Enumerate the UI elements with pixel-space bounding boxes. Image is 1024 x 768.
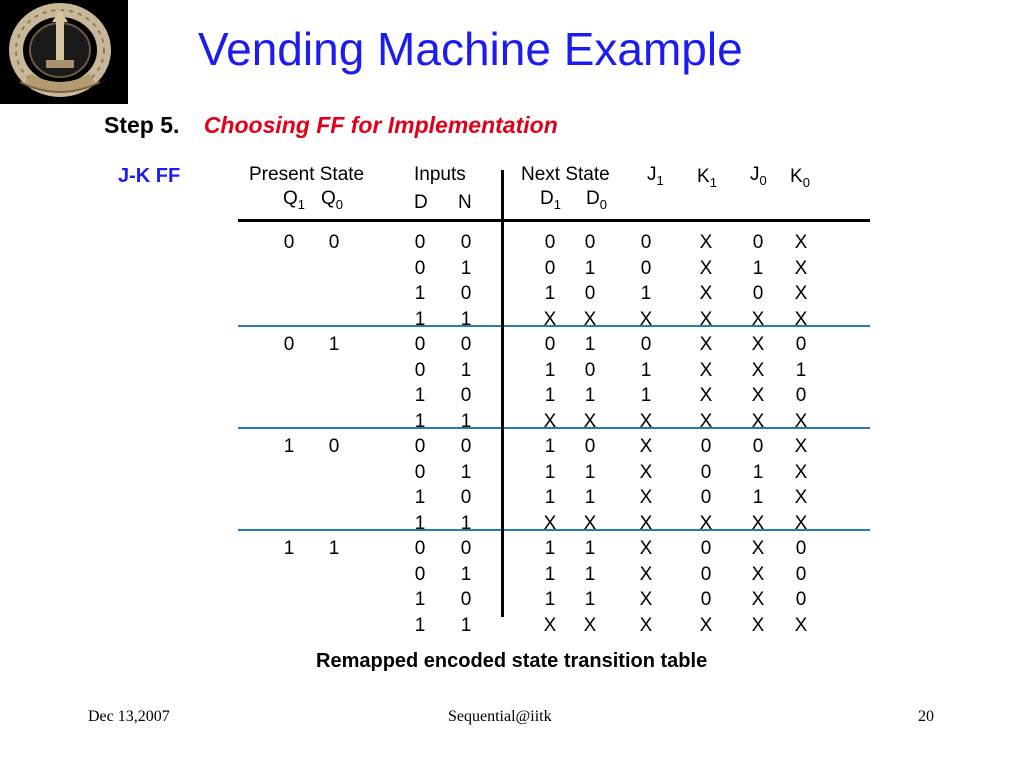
cell-k1: X	[699, 257, 713, 279]
cell-k0: X	[794, 512, 808, 534]
cell-k0: 0	[795, 385, 807, 406]
footer-center: Sequential@iitk	[448, 708, 552, 725]
cell-input-d: 0	[414, 359, 426, 381]
cell-j1: 1	[640, 283, 652, 304]
cell-j1: X	[639, 589, 653, 610]
table-caption: Remapped encoded state transition table	[316, 650, 708, 672]
cell-j0: X	[751, 563, 765, 585]
cell-input-d: 0	[414, 538, 426, 559]
cell-input-n: 1	[460, 461, 472, 483]
cell-j1: X	[639, 563, 653, 585]
cell-j0: X	[751, 359, 765, 381]
cell-input-n: 0	[460, 436, 472, 457]
cell-next-d1: 1	[544, 359, 556, 381]
cell-next-d1: 1	[544, 538, 556, 559]
cell-next-d1: X	[543, 308, 557, 330]
cell-next-d0: 0	[584, 359, 596, 381]
cell-k1: X	[699, 410, 713, 432]
cell-next-d1: 1	[544, 461, 556, 483]
cell-j0: X	[751, 334, 765, 355]
cell-input-n: 0	[460, 334, 472, 355]
cell-next-d0: 1	[584, 538, 596, 559]
cell-k1: X	[699, 359, 713, 381]
cell-next-d1: X	[543, 614, 557, 636]
cell-next-d1: 0	[544, 232, 556, 253]
cell-input-d: 1	[414, 385, 426, 406]
footer-page-number: 20	[918, 708, 934, 725]
cell-next-d1: 1	[544, 436, 556, 457]
cell-k0: 0	[795, 563, 807, 585]
cell-j0: X	[751, 614, 765, 636]
header-j1: $J_1$	[647, 164, 664, 188]
cell-k0: X	[794, 410, 808, 432]
cell-j0: X	[751, 512, 765, 534]
cell-input-d: 1	[414, 589, 426, 610]
cell-input-n: 0	[460, 283, 472, 304]
cell-input-n: 1	[460, 512, 472, 534]
cell-j1: 0	[640, 257, 652, 279]
cell-next-d0: 0	[584, 283, 596, 304]
cell-j0: 1	[752, 257, 764, 279]
present-state-q1: 1	[283, 436, 295, 457]
present-state-q0: 1	[328, 538, 340, 559]
cell-j1: X	[639, 461, 653, 483]
cell-j1: X	[639, 487, 653, 508]
header-d0: $D_0$	[586, 188, 607, 212]
cell-input-n: 0	[460, 385, 472, 406]
cell-k1: X	[699, 283, 713, 304]
cell-j0: 1	[752, 487, 764, 508]
cell-input-n: 0	[460, 487, 472, 508]
cell-j0: 0	[752, 232, 764, 253]
header-q0: $Q_0$	[321, 188, 344, 212]
cell-next-d0: 1	[584, 461, 596, 483]
cell-k0: X	[794, 283, 808, 304]
present-state-q0: 0	[328, 436, 340, 457]
cell-input-n: 1	[460, 614, 472, 636]
header-d1: $D_1$	[540, 188, 561, 212]
cell-k1: 0	[700, 538, 712, 559]
cell-k0: X	[794, 461, 808, 483]
cell-k1: 0	[700, 563, 712, 585]
cell-k1: 0	[700, 589, 712, 610]
header-inputs: Inputs	[414, 164, 466, 185]
present-state-q0: 1	[328, 334, 340, 355]
header-d: D	[414, 192, 428, 213]
header-next-state: Next State	[521, 164, 610, 185]
cell-j1: X	[639, 308, 653, 330]
cell-j0: X	[751, 410, 765, 432]
cell-j1: X	[639, 538, 653, 559]
cell-input-n: 1	[460, 410, 472, 432]
header-k0: $K_0$	[790, 166, 810, 190]
cell-j1: 1	[640, 359, 652, 381]
present-state-q1: 0	[283, 334, 295, 355]
present-state-q1: 1	[283, 538, 295, 559]
cell-k0: X	[794, 232, 808, 253]
cell-input-d: 1	[414, 410, 426, 432]
cell-j0: X	[751, 589, 765, 610]
cell-input-d: 1	[414, 487, 426, 508]
cell-input-d: 0	[414, 334, 426, 355]
cell-k1: 0	[700, 487, 712, 508]
cell-input-n: 0	[460, 589, 472, 610]
cell-next-d0: X	[583, 614, 597, 636]
cell-j1: X	[639, 512, 653, 534]
cell-k0: X	[794, 487, 808, 508]
cell-next-d1: X	[543, 512, 557, 534]
cell-input-n: 0	[460, 232, 472, 253]
header-j0: $J_0$	[750, 164, 767, 188]
cell-next-d0: 1	[584, 487, 596, 508]
cell-k0: 0	[795, 589, 807, 610]
cell-next-d1: 1	[544, 589, 556, 610]
cell-next-d1: 1	[544, 385, 556, 406]
cell-k0: X	[794, 436, 808, 457]
slide-title: Vending Machine Example	[198, 23, 743, 75]
cell-k1: X	[699, 334, 713, 355]
cell-j0: 0	[752, 283, 764, 304]
cell-input-d: 0	[414, 232, 426, 253]
cell-j1: 1	[640, 385, 652, 406]
header-q1: $Q_1$	[283, 188, 306, 212]
present-state-q0: 0	[328, 232, 340, 253]
inputs-nextstate-divider	[501, 170, 504, 617]
cell-k0: 0	[795, 334, 807, 355]
step-label: Step 5.	[104, 112, 180, 138]
cell-j0: X	[751, 308, 765, 330]
header-present-state: Present State	[249, 164, 365, 185]
cell-input-n: 1	[460, 359, 472, 381]
cell-j0: X	[751, 385, 765, 406]
header-k1: $K_1$	[697, 166, 717, 190]
cell-j1: 0	[640, 232, 652, 253]
cell-input-d: 1	[414, 512, 426, 534]
cell-k1: X	[699, 512, 713, 534]
cell-j0: 1	[752, 461, 764, 483]
cell-k0: 1	[795, 359, 807, 381]
cell-k1: 0	[700, 461, 712, 483]
header-rule	[238, 219, 870, 222]
cell-input-d: 0	[414, 257, 426, 279]
cell-j1: X	[639, 614, 653, 636]
cell-input-n: 0	[460, 538, 472, 559]
cell-k1: 0	[700, 436, 712, 457]
cell-next-d0: 0	[584, 436, 596, 457]
cell-next-d1: 0	[544, 334, 556, 355]
cell-k0: X	[794, 308, 808, 330]
cell-next-d0: 1	[584, 257, 596, 279]
institute-logo	[0, 0, 128, 104]
cell-k0: 0	[795, 538, 807, 559]
cell-next-d0: X	[583, 410, 597, 432]
cell-input-n: 1	[460, 563, 472, 585]
cell-next-d1: 1	[544, 487, 556, 508]
footer-date: Dec 13,2007	[88, 708, 170, 725]
cell-input-d: 1	[414, 308, 426, 330]
cell-j1: X	[639, 436, 653, 457]
header-n: N	[458, 192, 472, 213]
cell-k0: X	[794, 614, 808, 636]
cell-next-d0: 1	[584, 589, 596, 610]
cell-next-d0: X	[583, 512, 597, 534]
cell-next-d1: 1	[544, 283, 556, 304]
cell-next-d1: 0	[544, 257, 556, 279]
cell-next-d1: 1	[544, 563, 556, 585]
step-heading	[104, 112, 558, 139]
cell-k1: X	[699, 232, 713, 253]
cell-input-d: 1	[414, 614, 426, 636]
cell-next-d0: 1	[584, 334, 596, 355]
present-state-q1: 0	[283, 232, 295, 253]
cell-k1: X	[699, 614, 713, 636]
cell-j1: X	[639, 410, 653, 432]
cell-next-d0: 1	[584, 563, 596, 585]
ff-type-label: J-K FF	[118, 165, 181, 187]
cell-k0: X	[794, 257, 808, 279]
cell-j0: X	[751, 538, 765, 559]
cell-j0: 0	[752, 436, 764, 457]
step-subtitle: Choosing FF for Implementation	[203, 112, 558, 138]
cell-input-n: 1	[460, 257, 472, 279]
cell-next-d1: X	[543, 410, 557, 432]
cell-input-d: 0	[414, 563, 426, 585]
cell-k1: X	[699, 308, 713, 330]
cell-next-d0: 1	[584, 385, 596, 406]
cell-input-n: 1	[460, 308, 472, 330]
cell-input-d: 0	[414, 461, 426, 483]
cell-k1: X	[699, 385, 713, 406]
cell-next-d0: 0	[584, 232, 596, 253]
cell-input-d: 1	[414, 283, 426, 304]
cell-input-d: 0	[414, 436, 426, 457]
cell-next-d0: X	[583, 308, 597, 330]
cell-j1: 0	[640, 334, 652, 355]
